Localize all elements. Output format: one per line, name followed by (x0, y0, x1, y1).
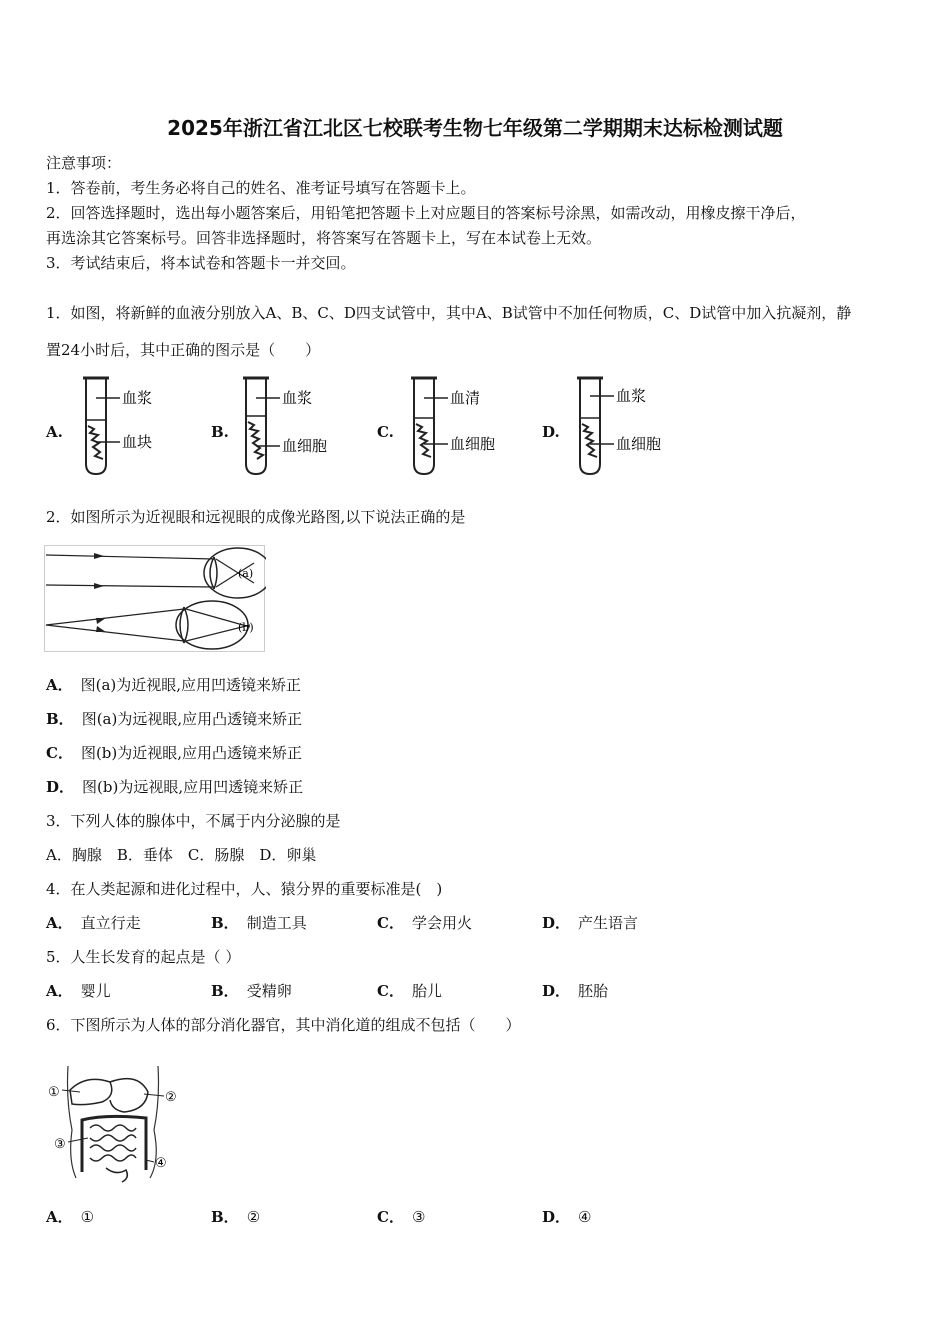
q1-option-d-letter[interactable]: D. (542, 423, 560, 441)
tube-b-bottom-label: 血细胞 (282, 437, 328, 455)
tube-c-top-label: 血清 (450, 389, 481, 407)
notice-item: 再选涂其它答案标号。回答非选择题时，将答案写在答题卡上，写在本试卷上无效。 (46, 229, 602, 247)
question-5-stem: 5．人生长发育的起点是（ ） (46, 948, 241, 966)
q2-option-b[interactable]: B． 图(a)为远视眼,应用凸透镜来矫正 (46, 710, 303, 728)
q6-option-d[interactable]: D． ④ (542, 1208, 592, 1226)
test-tube-c-figure (408, 374, 518, 483)
q2-option-d[interactable]: D． 图(b)为远视眼,应用凹透镜来矫正 (46, 778, 304, 796)
q4-option-c[interactable]: C． 学会用火 (377, 914, 472, 932)
notice-item: 1．答卷前，考生务必将自己的姓名、准考证号填写在答题卡上。 (46, 179, 476, 197)
question-3-stem: 3．下列人体的腺体中，不属于内分泌腺的是 (46, 812, 341, 830)
organ-label-3: ③ (54, 1137, 66, 1152)
q1-option-c-letter[interactable]: C. (377, 423, 394, 441)
q5-option-a[interactable]: A． 婴儿 (46, 982, 111, 1000)
diagram-label-a: (a) (238, 567, 254, 580)
q3-options[interactable]: A．胸腺 B．垂体 C．肠腺 D．卵巢 (46, 846, 317, 864)
q5-option-d[interactable]: D． 胚胎 (542, 982, 609, 1000)
q4-option-d[interactable]: D． 产生语言 (542, 914, 639, 932)
question-2-stem: 2．如图所示为近视眼和远视眼的成像光路图,以下说法正确的是 (46, 508, 466, 526)
notice-item: 2．回答选择题时，选出每小题答案后，用铅笔把答题卡上对应题目的答案标号涂黑，如需改动，用橡皮擦干净后， (46, 204, 806, 222)
q4-option-a[interactable]: A． 直立行走 (46, 914, 141, 932)
notice-item: 3．考试结束后，将本试卷和答题卡一并交回。 (46, 254, 356, 272)
diagram-label-b: (b) (238, 621, 254, 634)
tube-a-bottom-label: 血块 (122, 433, 153, 451)
organ-label-4: ④ (155, 1156, 167, 1171)
question-6-stem: 6．下图所示为人体的部分消化器官，其中消化道的组成不包括（ ） (46, 1016, 521, 1034)
tube-b-top-label: 血浆 (282, 389, 313, 407)
organ-label-2: ② (165, 1090, 177, 1105)
q5-option-b[interactable]: B． 受精卵 (211, 982, 292, 1000)
question-4-stem: 4．在人类起源和进化过程中，人、猿分界的重要标准是( ) (46, 880, 443, 898)
q6-option-a[interactable]: A． ① (46, 1208, 95, 1226)
test-tube-b-figure (240, 374, 350, 483)
q6-option-b[interactable]: B． ② (211, 1208, 261, 1226)
question-1-stem-cont: 置24小时后，其中正确的图示是（ ） (46, 341, 321, 359)
q1-option-a-letter[interactable]: A. (46, 423, 63, 441)
question-1-stem: 1．如图，将新鲜的血液分别放入A、B、C、D四支试管中，其中A、B试管中不加任何物质，C、D试管中加入抗凝剂，静 (46, 304, 852, 322)
tube-a-top-label: 血浆 (122, 389, 153, 407)
eye-light-path-diagram (44, 545, 266, 657)
tube-c-bottom-label: 血细胞 (450, 435, 496, 453)
q2-option-a[interactable]: A． 图(a)为近视眼,应用凹透镜来矫正 (46, 676, 302, 694)
test-tube-a-figure (80, 374, 190, 483)
q1-option-b-letter[interactable]: B. (211, 423, 229, 441)
q4-option-b[interactable]: B． 制造工具 (211, 914, 307, 932)
digestive-organs-diagram (46, 1060, 186, 1189)
q6-option-c[interactable]: C． ③ (377, 1208, 426, 1226)
page-title: 2025年浙江省江北区七校联考生物七年级第二学期期末达标检测试题 (167, 116, 783, 140)
tube-d-top-label: 血浆 (616, 387, 647, 405)
test-tube-d-figure (574, 374, 684, 483)
q5-option-c[interactable]: C． 胎儿 (377, 982, 442, 1000)
organ-label-1: ① (48, 1085, 60, 1100)
notice-heading: 注意事项： (46, 154, 122, 172)
q2-option-c[interactable]: C． 图(b)为近视眼,应用凸透镜来矫正 (46, 744, 303, 762)
tube-d-bottom-label: 血细胞 (616, 435, 662, 453)
